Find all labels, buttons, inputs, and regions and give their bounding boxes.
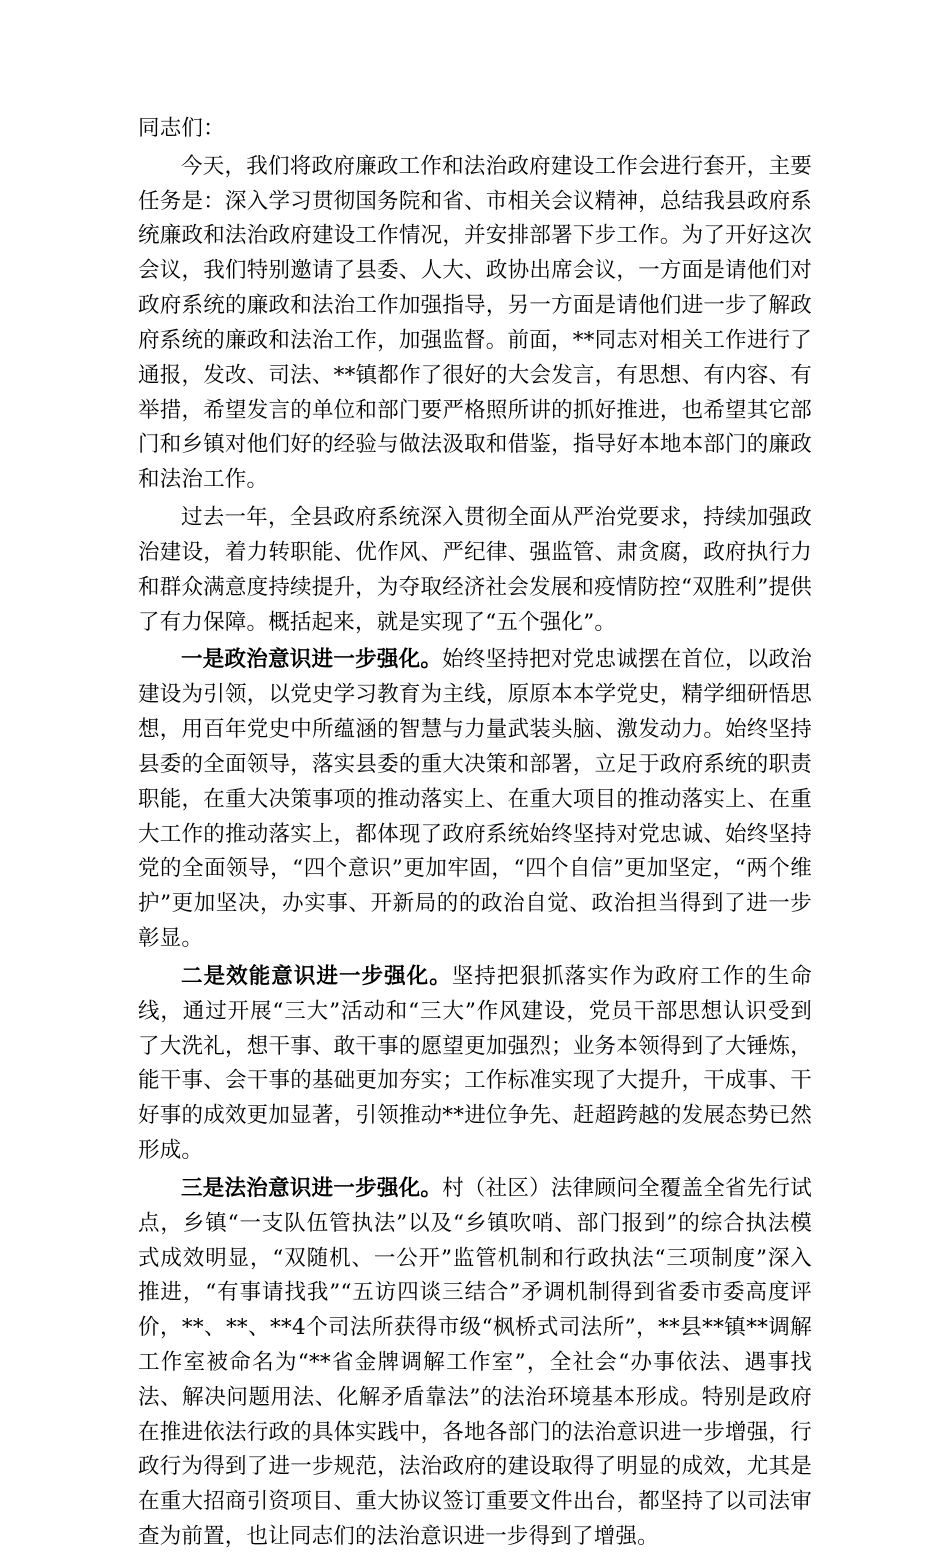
paragraph-1 xyxy=(138,150,812,498)
paragraph-1-text: 今天，我们将政府廉政工作和法治政府建设工作会进行套开，主要任务是：深入学习贯彻国务院和省、市相关会议精神，总结我县政府系统廉政和法治政府建设工作情况，并安排部署下步工作。为了开好这次会议，我们特别邀请了县委、人大、政协出席会议，一方面是请他们对政府系统的廉政和法治工作加强指导，另一方面是请他们进一步了解政府系统的廉政和法治工作，加强监督。前面，**同志对相关工作进行了通报，发改、司法、**镇都作了很好的大会发言，有思想、有内容、有举措，希望发言的单位和部门要严格照所讲的抓好推进，也希望其它部门和乡镇对他们好的经验与做法汲取和借鉴，指导好本地本部门的廉政和法治工作。 xyxy=(138,153,812,493)
paragraph-3-lead: 一是政治意识进一步强化。 xyxy=(181,647,443,673)
paragraph-2-text: 过去一年，全县政府系统深入贯彻全面从严治党要求，持续加强政治建设，着力转职能、优作风、严纪律、强监管、肃贪腐，政府执行力和群众满意度持续提升，为夺取经济社会发展和疫情防控“双胜利”提供了有力保障。概括起来，就是实现了“五个强化”。 xyxy=(138,505,812,635)
salutation: 同志们： xyxy=(138,116,225,141)
paragraph-3 xyxy=(138,643,812,956)
paragraph-5-lead: 三是法治意识进一步强化。 xyxy=(181,1175,443,1201)
paragraph-5-text: 村（社区）法律顾问全覆盖全省先行试点，乡镇“一支队伍管执法”以及“乡镇吹哨、部门报到”的综合执法模式成效明显，“双随机、一公开”监管机制和行政执法“三项制度”深入推进，“有事请找我”“五访四谈三结合”矛调机制得到省委市委高度评价，**、**、**4个司法所获得市级“枫桥式司法所”，**县**镇**调解工作室被命名为“**省金牌调解工作室”，全社会“办事依法、遇事找法、解决问题用法、化解矛盾靠法”的法治环境基本形成。特别是政府在推进依法行政的具体实践中，各地各部门的法治意识进一步增强，行政行为得到了进一步规范，法治政府的建设取得了明显的成效，尤其是在重大招商引资项目、重大协议签订重要文件出台，都坚持了以司法审查为前置，也让同志们的法治意识进一步得到了增强。 xyxy=(138,1175,812,1550)
paragraph-4-text: 坚持把狠抓落实作为政府工作的生命线，通过开展“三大”活动和“三大”作风建设，党员干部思想认识受到了大洗礼，想干事、敢干事的愿望更加强烈；业务本领得到了大锤炼，能干事、会干事的基础更加夯实；工作标准实现了大提升，干成事、干好事的成效更加显著，引领推动**进位争先、赶超跨越的发展态势已然形成。 xyxy=(138,963,813,1164)
paragraph-4-lead: 二是效能意识进一步强化。 xyxy=(181,963,452,989)
paragraph-5 xyxy=(138,1172,812,1555)
document-body xyxy=(138,112,812,1555)
paragraph-2 xyxy=(138,501,812,640)
paragraph-3-text: 始终坚持把对党忠诚摆在首位，以政治建设为引领，以党史学习教育为主线，原原本本学党史，精学细研悟思想，用百年党史中所蕴涵的智慧与力量武装头脑、激发动力。始终坚持县委的全面领导，落实县委的重大决策和部署，立足于政府系统的职责职能，在重大决策事项的推动落实上、在重大项目的推动落实上、在重大工作的推动落实上，都体现了政府系统始终坚持对党忠诚、始终坚持党的全面领导，“四个意识”更加牢固，“四个自信”更加坚定，“两个维护”更加坚决，办实事、开新局的的政治自觉、政治担当得到了进一步彰显。 xyxy=(138,647,812,952)
paragraph-4 xyxy=(138,960,812,1169)
